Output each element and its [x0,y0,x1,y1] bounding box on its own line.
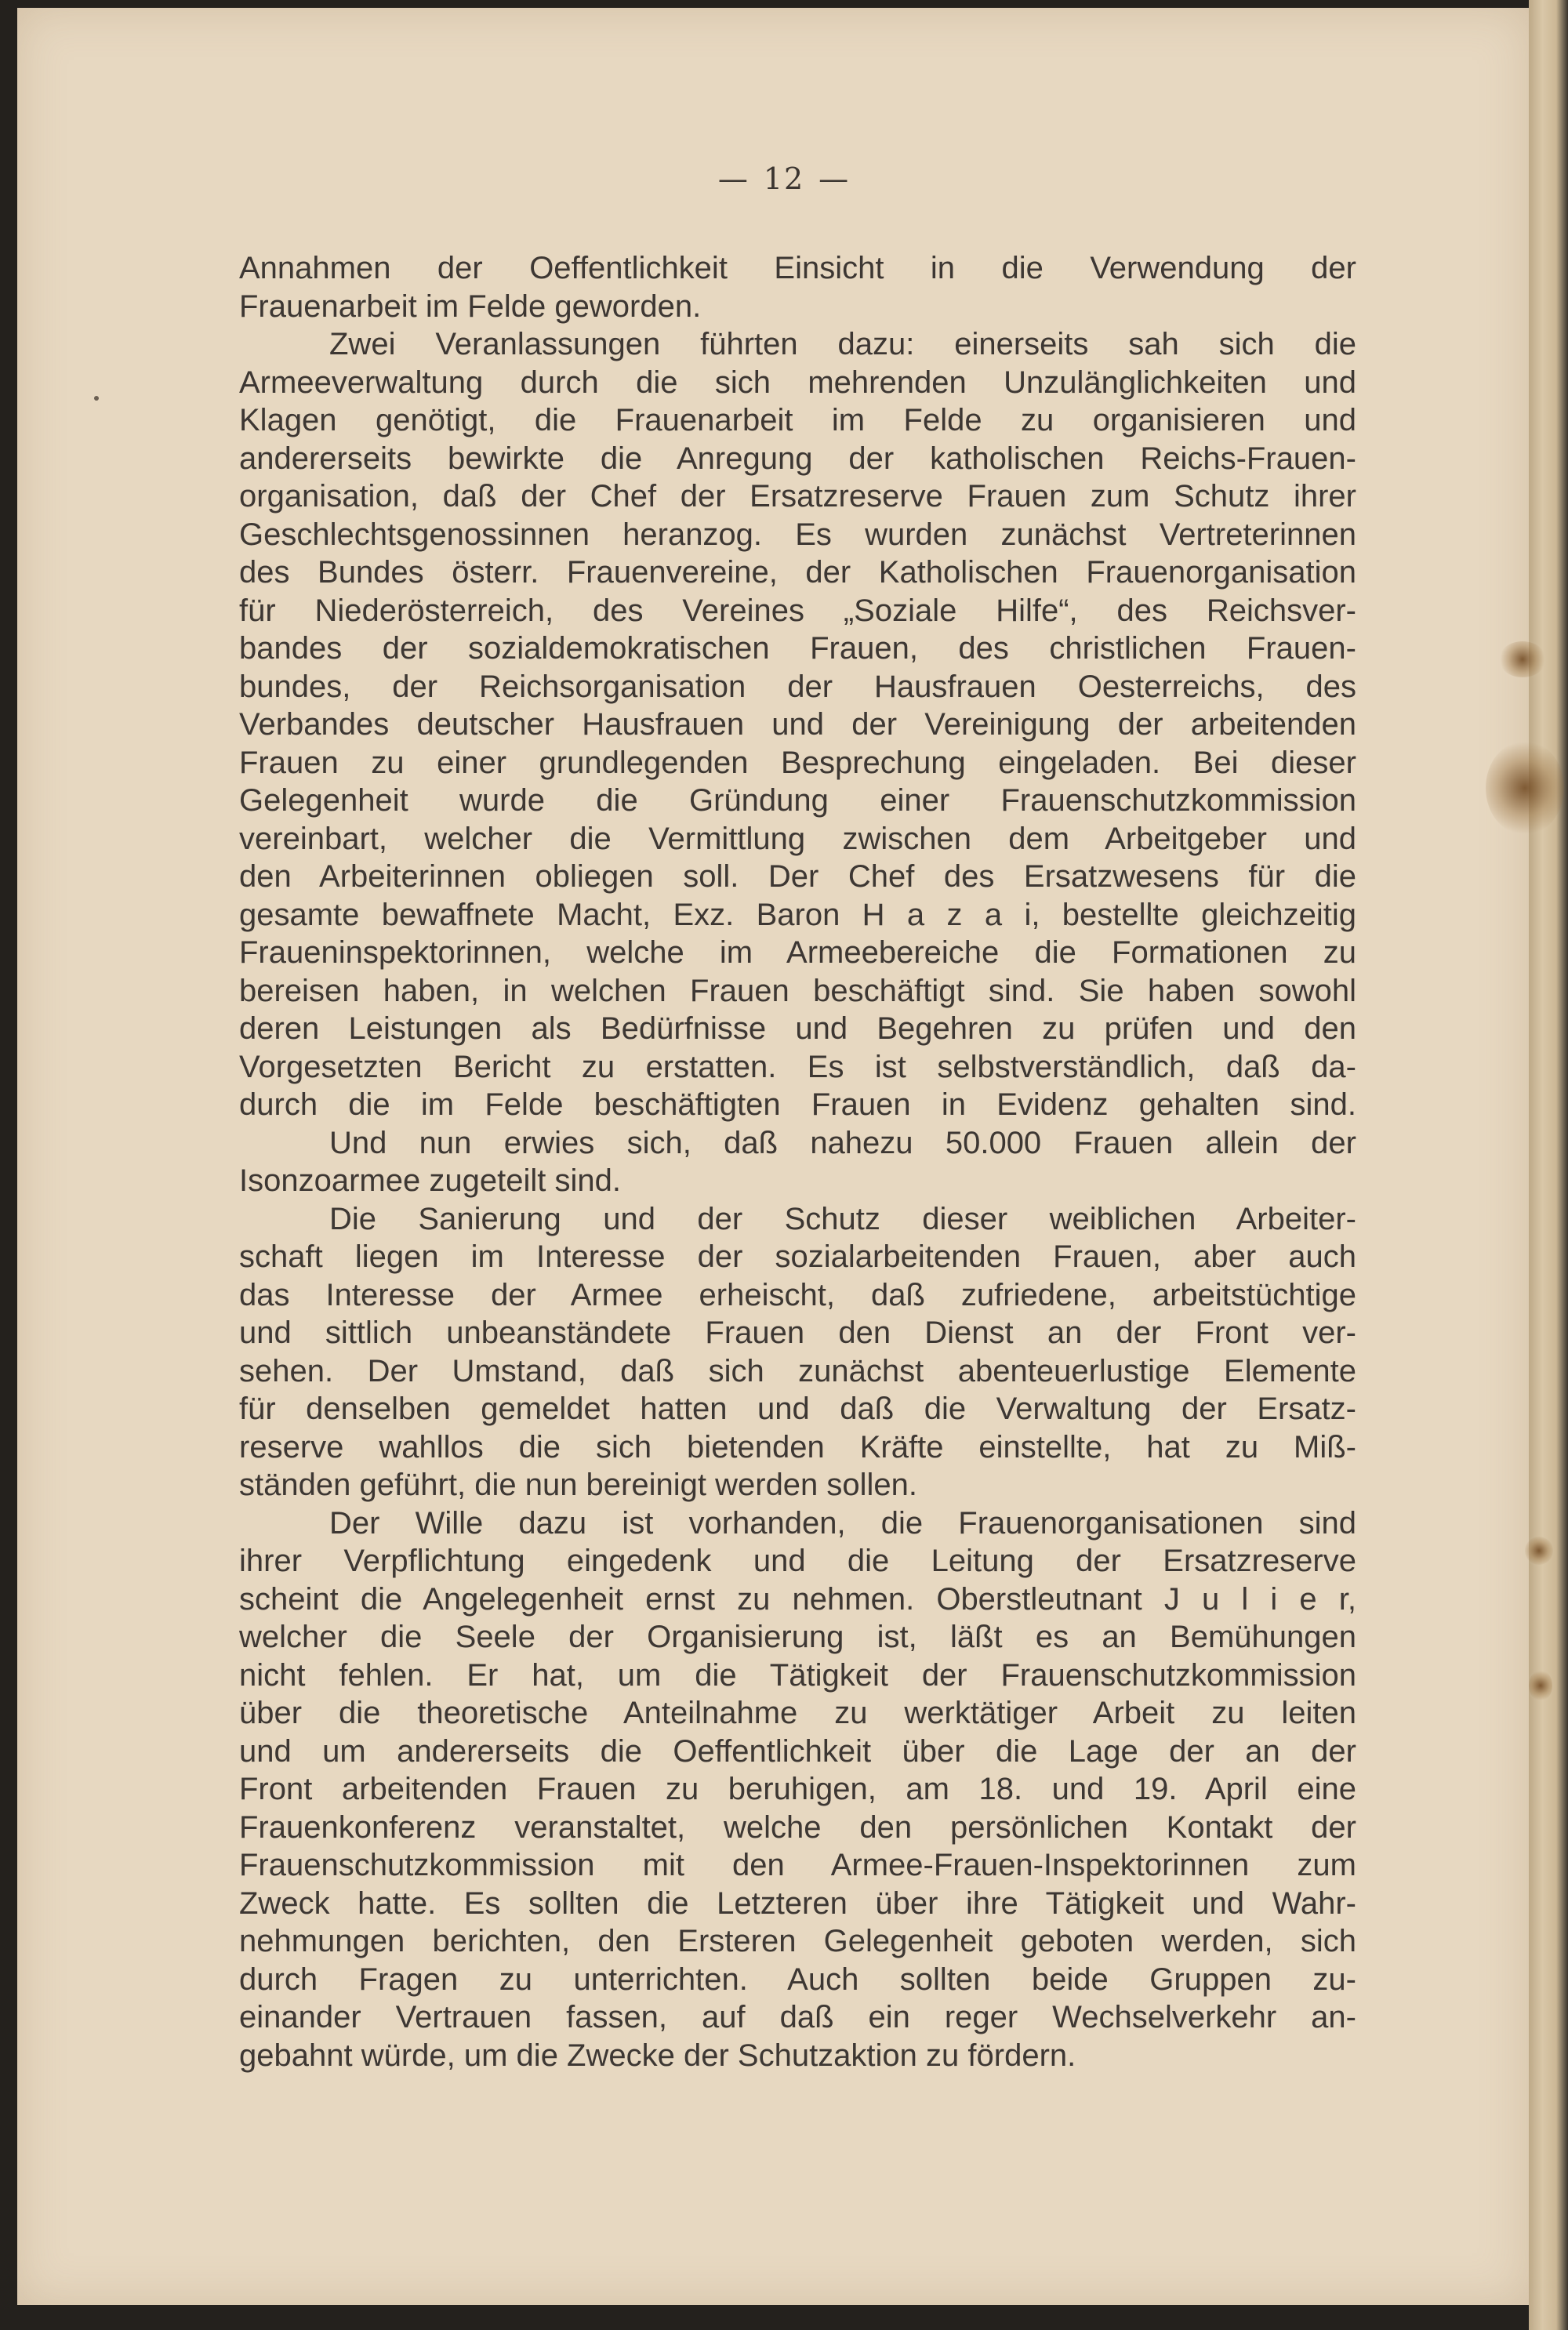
text-line: Zwei Veranlassungen führten dazu: einerseits sah sich die [329,327,1356,361]
text-line: Armeeverwaltung durch die sich mehrenden Unzulänglichkeiten und [239,365,1356,400]
paper-stain [1525,1537,1553,1565]
text-line: den Arbeiterinnen obliegen soll. Der Chef des Ersatzwesens für die [239,859,1356,894]
text-line: organisation, daß der Chef der Ersatzreserve Frauen zum Schutz ihrer [239,479,1356,514]
page-number-dash-left: — [717,162,750,196]
text-line: scheint die Angelegenheit ernst zu nehmen. Oberstleutnant J u l i e r, [239,1581,1356,1617]
text-line: Front arbeitenden Frauen zu beruhigen, am 18. und 19. April eine [239,1772,1356,1806]
body-text [239,249,1356,2074]
text-line: Zweck hatte. Es sollten die Letzteren über ihre Tätigkeit und Wahr- [239,1885,1356,1921]
text-line: durch Fragen zu unterrichten. Auch sollten beide Gruppen zu- [239,1962,1356,1997]
text-line: Und nun erwies sich, daß nahezu 50.000 Frauen allein der [329,1125,1356,1160]
text-line: Vorgesetzten Bericht zu erstatten. Es ist selbstverständlich, daß da- [239,1049,1356,1084]
text-line: Geschlechtsgenossinnen heranzog. Es wurden zunächst Vertreterinnen [239,517,1356,552]
text-line: Frauen zu einer grundlegenden Besprechung eingeladen. Bei dieser [239,745,1356,780]
page-number-value: 12 [763,162,805,196]
text-line: über die theoretische Anteilnahme zu werktätiger Arbeit zu leiten [239,1696,1356,1730]
text-line: bandes der sozialdemokratischen Frauen, des christlichen Frauen- [239,631,1356,666]
text-line: einander Vertrauen fassen, auf daß ein reger Wechselverkehr an- [239,2000,1356,2034]
text-line: Frauenarbeit im Felde geworden. [239,289,702,324]
text-line: Klagen genötigt, die Frauenarbeit im Felde zu organisieren und [239,403,1356,437]
text-line: deren Leistungen als Bedürfnisse und Begehren zu prüfen und den [239,1011,1356,1046]
text-line: Isonzoarmee zugeteilt sind. [239,1163,621,1198]
paper-stain [1486,741,1564,835]
page-number [0,162,1568,196]
text-line: für denselben gemeldet hatten und daß die Verwaltung der Ersatz- [239,1392,1356,1426]
text-line: ständen geführt, die nun bereinigt werden sollen. [239,1468,918,1502]
text-line: Die Sanierung und der Schutz dieser weiblichen Arbeiter- [329,1201,1356,1236]
page-edge [1529,0,1568,2330]
page-number-dash-right: — [818,162,851,196]
text-line: sehen. Der Umstand, daß sich zunächst abenteuerlustige Elemente [239,1353,1356,1388]
text-line: durch die im Felde beschäftigten Frauen in Evidenz gehalten sind. [239,1087,1356,1122]
text-line: nehmungen berichten, den Ersteren Gelegenheit geboten werden, sich [239,1924,1356,1958]
text-line: schaft liegen im Interesse der sozialarbeitenden Frauen, aber auch [239,1239,1356,1274]
text-line: gesamte bewaffnete Macht, Exz. Baron H a z a i, bestellte gleichzeitig [239,897,1356,932]
text-line: nicht fehlen. Er hat, um die Tätigkeit der Frauenschutzkommission [239,1657,1356,1693]
text-line: ihrer Verpflichtung eingedenk und die Leitung der Ersatzreserve [239,1544,1356,1578]
text-line: Verbandes deutscher Hausfrauen und der Vereinigung der arbeitenden [239,707,1356,742]
text-line: reserve wahllos die sich bietenden Kräfte einstellte, hat zu Miß- [239,1429,1356,1464]
text-line: des Bundes österr. Frauenvereine, der Katholischen Frauenorganisation [239,555,1356,590]
text-line: für Niederösterreich, des Vereines „Soziale Hilfe“, des Reichsver- [239,593,1356,628]
text-line: Frauenschutzkommission mit den Armee-Frauen-Inspektorinnen zum [239,1848,1356,1882]
text-line: Annahmen der Oeffentlichkeit Einsicht in die Verwendung der [239,251,1356,285]
text-line: und um andererseits die Oeffentlichkeit über die Lage der an der [239,1733,1356,1769]
paper-stain [1529,1670,1552,1701]
text-line: welcher die Seele der Organisierung ist, läßt es an Bemühungen [239,1620,1356,1654]
text-line: das Interesse der Armee erheischt, daß zufriedene, arbeitstüchtige [239,1277,1356,1312]
text-line: andererseits bewirkte die Anregung der katholischen Reichs-Frauen- [239,441,1356,476]
text-line: Gelegenheit wurde die Gründung einer Frauenschutzkommission [239,783,1356,818]
text-line: Der Wille dazu ist vorhanden, die Frauenorganisationen sind [329,1505,1356,1541]
margin-dot [94,396,99,401]
text-line: vereinbart, welcher die Vermittlung zwischen dem Arbeitgeber und [239,821,1356,856]
text-line: und sittlich unbeanständete Frauen den Dienst an der Front ver- [239,1316,1356,1350]
text-line: bereisen haben, in welchen Frauen beschäftigt sind. Sie haben sowohl [239,973,1356,1008]
text-line: bundes, der Reichsorganisation der Hausfrauen Oesterreichs, des [239,669,1356,704]
text-line: Fraueninspektorinnen, welche im Armeebereiche die Formationen zu [239,935,1356,970]
paper-stain [1499,641,1546,677]
text-line: Frauenkonferenz veranstaltet, welche den persönlichen Kontakt der [239,1809,1356,1845]
text-line: gebahnt würde, um die Zwecke der Schutzaktion zu fördern. [239,2038,1076,2073]
